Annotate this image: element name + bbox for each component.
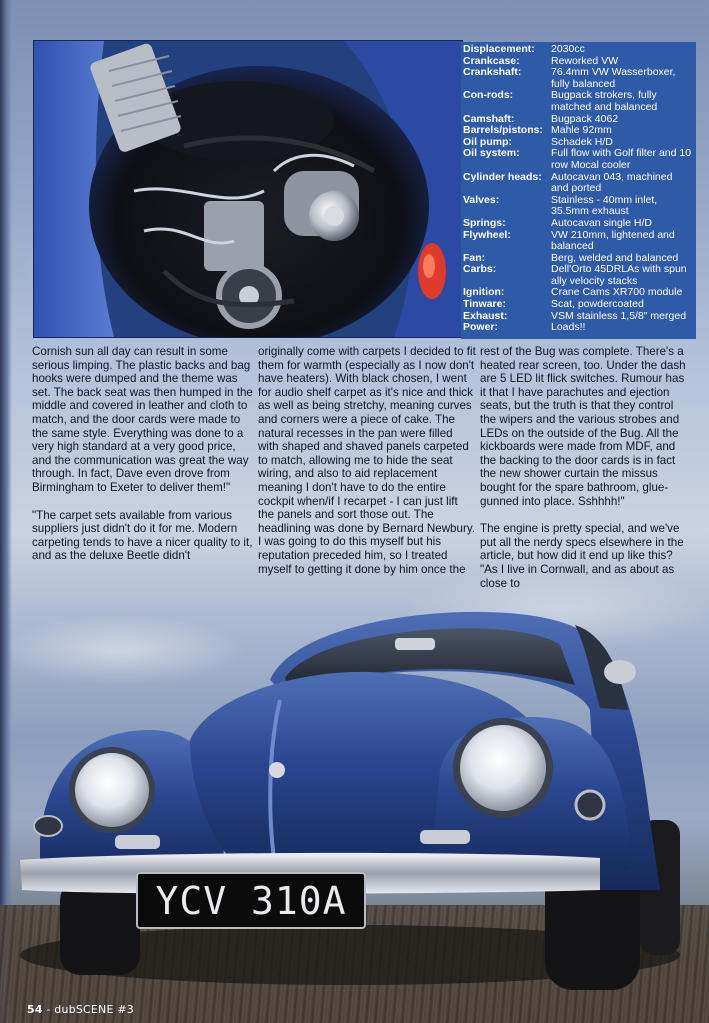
spec-label: Fan: [463,251,486,264]
article-paragraph: "The carpet sets available from various suppliers just didn't do it for me. Modern carpeting tends to have a nicer quality to it, and as the deluxe Beetle didn't [32,508,253,563]
spec-label: Flywheel: [463,228,511,241]
issue-number: #3 [113,1003,134,1016]
page-footer [27,1003,134,1016]
spec-label: Valves: [463,193,500,206]
spec-label: Tinware: [463,298,506,311]
spec-value: Bugpack 4062 [551,112,619,125]
spec-value: 2030cc [551,43,585,55]
spec-label: Exhaust: [463,309,508,322]
spec-label: Ignition: [463,286,505,299]
spec-row [463,172,692,195]
spec-value: Bugpack strokers, fully matched and balanced [551,89,658,113]
spec-row [463,67,692,90]
spec-value: Mahle 92mm [551,124,612,137]
spec-value: Stainless - 40mm inlet, 35.5mm exhaust [551,193,658,218]
spec-value: Dell'Orto 45DRLAs with spun ally velocity stacks [551,263,687,287]
article-paragraph: Cornish sun all day can result in some serious limping. The plastic backs and bag hooks were dumped and the theme was set. The back seat was then humped in the middle and covered in leather and cloth to match, and the door cards were made to the same style. Everything was done to a very high standard at a very good price, and the communication was great the way through. In fact, Dave even drove from Birmingham to Exeter to deliver them!" [32,345,253,494]
spec-label: Con-rods: [463,89,514,102]
spec-value: VSM stainless 1,5/8" merged [551,309,687,322]
vw-beetle-illustration [0,590,709,1000]
spec-value: VW 210mm, lightened and balanced [551,228,675,253]
spec-value: Berg, welded and balanced [551,251,679,264]
spec-row [463,148,692,171]
spec-label: Cylinder heads: [463,170,542,183]
engine-specs-box [461,42,696,339]
spec-row [463,218,692,230]
spec-label: Oil pump: [463,135,512,148]
spec-row [463,264,692,287]
spec-value: Reworked VW [551,54,619,67]
spec-row [463,195,692,218]
spec-label: Camshaft: [463,112,515,125]
spec-value: Autocavan 043, machined and ported [551,170,673,195]
article-column-1 [32,345,254,577]
spec-label: Barrels/pistons: [463,124,543,137]
spec-row [463,322,692,334]
spec-row [463,44,692,56]
spec-label: Power: [463,321,499,334]
engine-bay-illustration [34,41,462,337]
spec-value: Schadek H/D [551,135,613,148]
spec-label: Oil system: [463,147,520,160]
spec-label: Carbs: [463,263,497,276]
footer-separator: - [42,1003,55,1016]
spec-row [463,90,692,113]
page-number: 54 [27,1003,43,1016]
spec-value: Full flow with Golf filter and 10 row Mocal cooler [551,147,692,171]
spec-label: Crankcase: [463,54,520,67]
spec-value: Scat, powdercoated [551,298,644,311]
spec-value: Loads!! [551,321,586,334]
beetle-car-photo [0,590,709,1000]
spec-label: Displacement: [463,43,535,55]
article-paragraph: rest of the Bug was complete. There's a heated rear screen, too. Under the dash are 5 LED lit flick switches. Rumour has it that I have parachutes and ejection seats, but the truth is that they control the wipers and the various strobes and LEDs on the outside of the Bug. All the kickboards were made from MDF, and the backing to the door cards is in fact the new shower curtain the missus bought for the spare bathroom, glue-gunned into place. Sshhhh!" [480,345,686,508]
spec-value: Autocavan single H/D [551,216,652,229]
magazine-title: dubSCENE [54,1003,114,1016]
spec-value: Crane Cams XR700 module [551,286,683,299]
spec-label: Crankshaft: [463,66,522,79]
article-column-2 [258,345,476,590]
spec-row [463,125,692,137]
number-plate-text: YCV 310A [155,879,347,923]
article-column-3 [480,345,692,604]
spec-row [463,230,692,253]
spec-value: 76.4mm VW Wasserboxer, fully balanced [551,66,676,90]
spec-label: Springs: [463,216,506,229]
article-paragraph: The engine is pretty special, and we've put all the nerdy specs elsewhere in the article, but how did it end up like this? "As I live in Cornwall, and as about as close to [480,522,684,590]
engine-bay-photo [33,40,463,338]
article-paragraph: originally come with carpets I decided to fit them for warmth (especially as I now don't have heaters). With black chosen, I went for audio shelf carpet as it's nice and thick as well as being stretchy, meaning curves and corners were a piece of cake. The natural recesses in the pan were filled with shaped and shaved panels carpeted to match, allowing me to hide the seat wiring, and also to aid replacement meaning I don't have to do the entire cockpit when/if I recarpet - I can just lift the panels and sort those out. The headlining was done by Bernard Newbury. I was going to do this myself but his reputation preceded him, so I treated myself to getting it done by him once the [258,345,476,576]
spec-row [463,299,692,311]
